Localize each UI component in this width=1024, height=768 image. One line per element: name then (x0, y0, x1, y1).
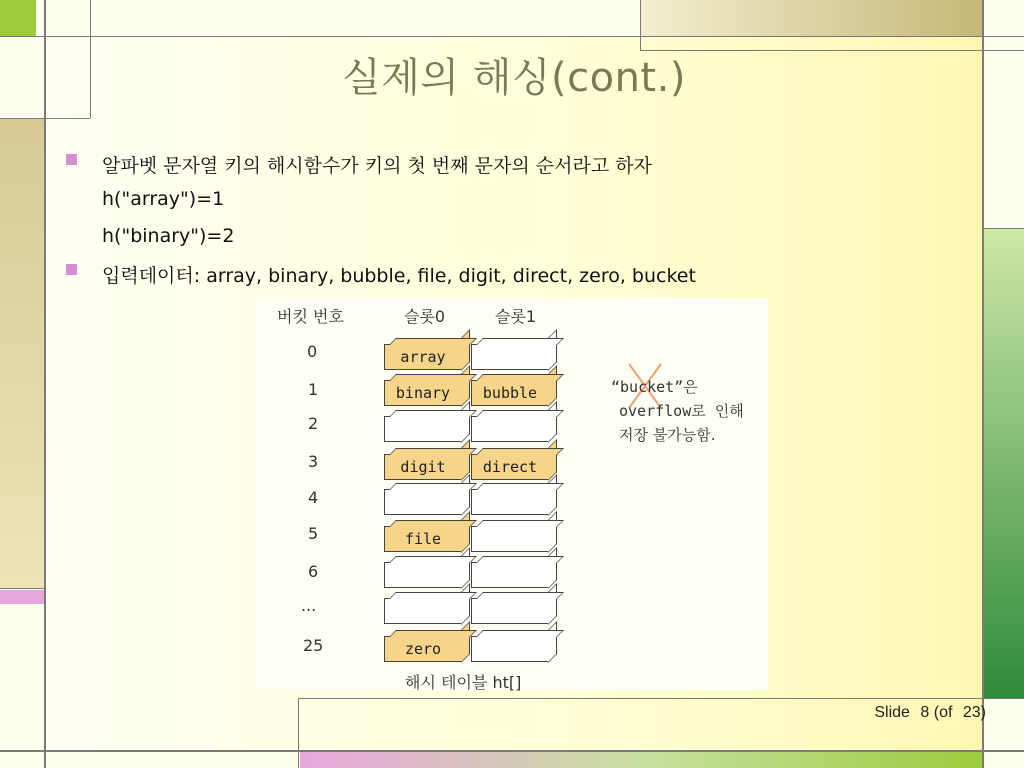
slot0-cell (384, 416, 462, 442)
slot1-cell: bubble (471, 380, 549, 406)
slide-total: 23) (962, 704, 986, 721)
frame-line (0, 750, 1024, 752)
slot1-cell (471, 416, 549, 442)
frame-line (0, 36, 1024, 37)
slot0-cell (384, 489, 462, 515)
header-slot1: 슬롯1 (495, 307, 537, 326)
bullet-marker (66, 264, 77, 275)
header-slot0: 슬롯0 (404, 307, 446, 326)
frame-line (982, 228, 1024, 229)
bullet-marker (66, 154, 77, 165)
bucket-ellipsis: ... (301, 596, 317, 615)
header-bucket-number: 버킷 번호 (277, 307, 344, 326)
overflow-note-line2: overflow로 인해 (619, 402, 744, 420)
top-olive-block (640, 0, 982, 36)
slide-number: 8 (920, 704, 930, 721)
frame-line (640, 0, 641, 50)
bucket-number: 0 (307, 342, 318, 361)
slide-label: Slide (874, 704, 910, 721)
slot1-cell (471, 489, 549, 515)
overflow-note-line3: 저장 불가능함. (619, 426, 716, 444)
right-green-strip (984, 228, 1024, 698)
slide-counter (874, 704, 986, 722)
bullet-text-1: 알파벳 문자열 키의 해시함수가 키의 첫 번째 문자의 순서라고 하자 (102, 155, 652, 177)
overflow-note-line1: “bucket”은 (611, 378, 698, 396)
sub-line-2: h("binary")=2 (102, 225, 235, 247)
slot1-cell (471, 344, 549, 370)
of-label: (of (933, 704, 953, 721)
frame-line (982, 0, 984, 768)
slot0-cell: digit (384, 454, 462, 480)
frame-line (0, 588, 46, 589)
slot1-cell (471, 598, 549, 624)
slot0-cell: file (384, 526, 462, 552)
frame-line (298, 698, 1024, 699)
hash-table-figure (255, 298, 768, 690)
slide-title: 실제의 해싱(cont.) (342, 55, 686, 101)
bucket-number: 4 (308, 488, 319, 507)
slot1-cell (471, 562, 549, 588)
slot1-cell: direct (471, 454, 549, 480)
bottom-gradient-strip (300, 752, 984, 768)
frame-line (0, 118, 90, 119)
bucket-number: 1 (308, 380, 319, 399)
slot1-cell (471, 526, 549, 552)
left-olive-strip (0, 118, 44, 588)
slot0-cell (384, 598, 462, 624)
frame-line (298, 698, 299, 768)
slot0-cell: binary (384, 380, 462, 406)
slot0-cell: zero (384, 636, 462, 662)
slot1-cell (471, 636, 549, 662)
top-left-green-block (0, 0, 36, 36)
bucket-number: 5 (308, 524, 319, 543)
figure-caption: 해시 테이블 ht[] (405, 673, 522, 692)
bucket-number: 6 (308, 562, 319, 581)
slot0-cell (384, 562, 462, 588)
frame-line (44, 0, 46, 768)
bullet-text-2: 입력데이터: array, binary, bubble, file, digit, direct, zero, bucket (102, 265, 696, 287)
left-pink-block (0, 590, 44, 604)
bucket-number: 2 (308, 414, 319, 433)
bucket-number: 25 (303, 636, 324, 655)
sub-line-1: h("array")=1 (102, 188, 225, 210)
bucket-number: 3 (308, 452, 319, 471)
slot0-cell: array (384, 344, 462, 370)
